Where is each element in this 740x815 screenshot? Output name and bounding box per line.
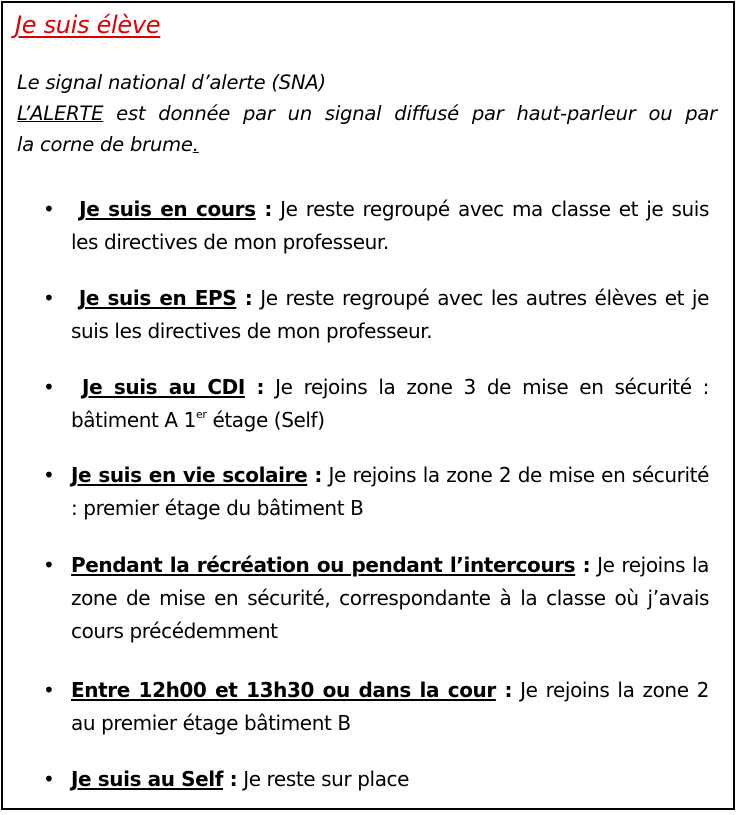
bullet: • xyxy=(43,375,55,399)
item-sep: : xyxy=(495,678,513,702)
item-text: Je rejoins la zone 2 de mise en sécurité : premier étage du bâtiment B xyxy=(71,463,709,520)
item-text: Je rejoins la zone 2 au premier étage bâtiment B xyxy=(71,678,709,735)
item-heading: Je suis en vie scolaire xyxy=(71,463,308,487)
item-text: Je reste regroupé avec ma classe et je suis les directives de mon professeur. xyxy=(71,197,709,254)
alerte-word: L’ALERTE xyxy=(17,102,104,125)
item-sep: : xyxy=(575,553,591,577)
list-item xyxy=(71,674,709,740)
item-text-after: étage (Self) xyxy=(206,408,325,432)
ordinal-sup: er xyxy=(195,408,207,421)
item-text: Je reste regroupé avec les autres élèves et je suis les directives de mon professeur. xyxy=(71,286,709,343)
intro-period: . xyxy=(192,133,199,156)
bullet: • xyxy=(43,463,55,487)
item-sep: : xyxy=(307,463,322,487)
item-sep: : xyxy=(255,197,272,221)
item-sep: : xyxy=(244,375,265,399)
bullet: • xyxy=(43,767,55,791)
item-heading: Pendant la récréation ou pendant l’intercours xyxy=(71,553,576,577)
intro-line-3-text: la corne de brume xyxy=(17,133,193,156)
bullet: • xyxy=(43,197,55,221)
item-heading: Je suis en cours xyxy=(79,197,256,221)
item-heading: Je suis au Self xyxy=(71,767,224,791)
item-sep: : xyxy=(236,286,253,310)
item-text: Je rejoins la zone de mise en sécurité, correspondante à la classe où j’avais cours précédemment xyxy=(71,553,709,643)
list-item xyxy=(71,763,709,796)
intro-line-1: Le signal national d’alerte (SNA) xyxy=(17,71,326,94)
item-heading: Je suis au CDI xyxy=(82,375,245,399)
page-title: Je suis élève xyxy=(15,11,161,39)
intro-line-2-text: est donnée par un signal diffusé par haut-parleur ou par xyxy=(103,102,717,125)
list-item xyxy=(71,282,709,348)
list-item xyxy=(71,193,709,259)
list-item xyxy=(71,371,709,437)
bullet: • xyxy=(43,678,55,702)
item-heading: Je suis en EPS xyxy=(78,286,237,310)
bullet: • xyxy=(43,286,55,310)
item-heading: Entre 12h00 et 13h30 ou dans la cour xyxy=(71,678,496,702)
item-sep: : xyxy=(223,767,238,791)
document-frame xyxy=(1,1,735,810)
list-item xyxy=(71,549,709,648)
item-text: Je reste sur place xyxy=(237,767,410,791)
bullet: • xyxy=(43,553,55,577)
instructions-list xyxy=(3,3,733,808)
list-item xyxy=(71,459,709,525)
item-text: Je rejoins la zone 3 de mise en sécurité : bâtiment A 1 xyxy=(71,375,709,432)
